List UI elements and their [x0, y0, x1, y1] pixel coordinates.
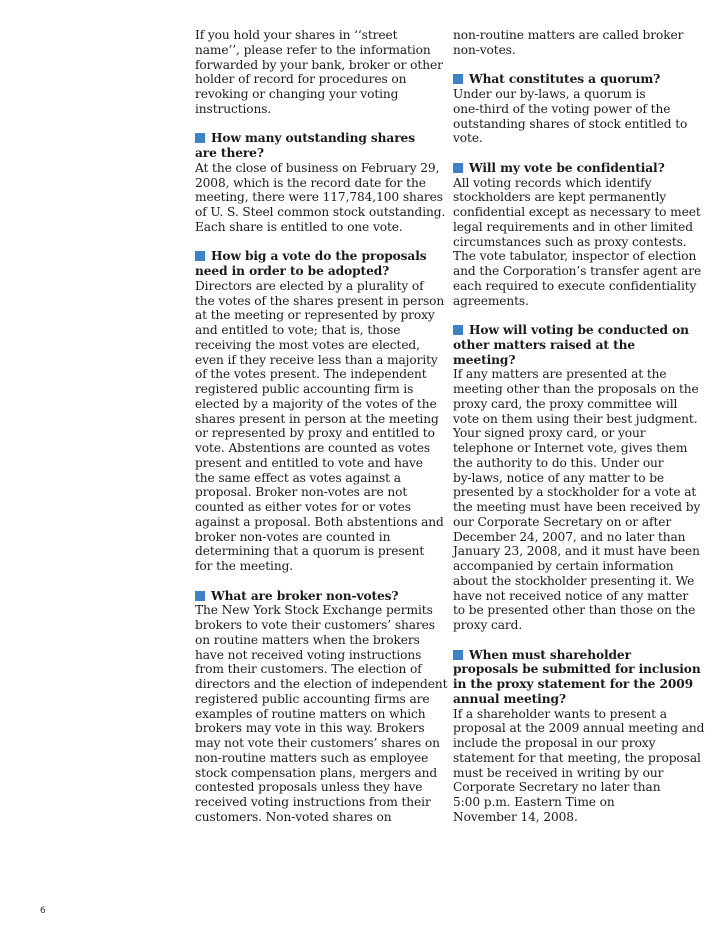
line-text: brokers may vote in this way. Brokers	[195, 721, 425, 736]
line-text: Under our by-laws, a quorum is	[453, 87, 646, 101]
line-text: presented by a stockholder for a vote at	[453, 485, 697, 500]
text-line	[195, 500, 440, 515]
text-line	[195, 426, 440, 441]
line-text: about the stockholder presenting it. We	[453, 573, 695, 588]
line-text: at the meeting or represented by proxy	[195, 308, 435, 323]
text-line	[453, 278, 697, 294]
line-text: or represented by proxy and entitled to	[195, 426, 435, 441]
text-line	[453, 530, 693, 545]
line-text: the meeting must have been received by	[453, 500, 701, 514]
line-text: the authority to do this. Under our	[453, 455, 664, 470]
heading-line	[195, 264, 440, 279]
line-text: Your signed proxy card, or your	[453, 426, 646, 441]
line-text: have not received notice of any matter	[453, 588, 689, 603]
paragraph-gap	[453, 308, 693, 323]
line-text: How will voting be conducted on	[469, 323, 689, 337]
text-line	[453, 618, 693, 633]
line-text: non-votes.	[453, 42, 516, 57]
text-line	[195, 795, 440, 810]
line-text: on routine matters when the brokers	[195, 632, 420, 647]
line-text: determining that a quorum is present	[195, 544, 425, 559]
line-text: for the meeting.	[195, 559, 294, 573]
line-text: If any matters are presented at the	[453, 367, 667, 382]
text-line	[195, 707, 440, 722]
line-text: name’’, please refer to the information	[195, 42, 431, 57]
line-text: meeting?	[453, 352, 516, 367]
line-text: What constitutes a quorum?	[469, 72, 661, 87]
heading-line	[453, 353, 693, 368]
blue-square-bullet-icon	[195, 591, 205, 601]
line-text: even if they receive less than a majority	[195, 352, 438, 367]
line-text: statement for that meeting, the proposal	[453, 750, 701, 765]
text-line	[453, 43, 693, 58]
line-text: December 24, 2007, and no later than	[453, 529, 686, 544]
text-line	[195, 441, 440, 456]
answer-paragraph	[195, 603, 448, 824]
text-line	[453, 367, 693, 382]
text-line	[195, 323, 440, 338]
heading-line	[453, 323, 693, 338]
blue-square-bullet-icon	[453, 325, 463, 335]
heading-line	[453, 662, 701, 677]
blue-square-bullet-icon	[453, 163, 463, 173]
line-text: one-third of the voting power of the	[453, 101, 671, 116]
answer-paragraph	[195, 28, 443, 117]
blue-square-bullet-icon	[453, 650, 463, 660]
text-line	[453, 780, 693, 795]
line-text: the same effect as votes against a	[195, 470, 401, 485]
blue-square-bullet-icon	[195, 251, 205, 261]
text-line	[453, 87, 693, 102]
line-text: meeting other than the proposals on the	[453, 382, 699, 396]
text-line	[195, 102, 440, 117]
line-text: counted as either votes for or votes	[195, 500, 411, 514]
text-line	[453, 249, 697, 264]
text-line	[453, 397, 693, 412]
text-line	[195, 161, 440, 176]
line-text: customers. Non-voted shares on	[195, 809, 392, 824]
answer-paragraph	[195, 160, 446, 235]
line-text: vote on them using their best judgment.	[453, 411, 698, 426]
text-line	[453, 28, 693, 43]
line-text: 5:00 p.m. Eastern Time on	[453, 795, 615, 809]
text-line	[453, 589, 693, 604]
line-text: Will my vote be confidential?	[469, 160, 665, 175]
line-text: revoking or changing your voting	[195, 87, 399, 101]
line-text: proposals be submitted for inclusion	[453, 662, 701, 677]
text-line	[453, 117, 693, 132]
line-text: vote. Abstentions are counted as votes	[195, 441, 431, 455]
text-line	[195, 603, 440, 618]
line-text: At the close of business on February 29,	[195, 160, 440, 175]
left-column	[195, 28, 448, 825]
text-line	[195, 530, 440, 545]
text-line	[453, 176, 693, 191]
line-text: proposal. Broker non-votes are not	[195, 485, 408, 500]
line-text: receiving the most votes are elected,	[195, 337, 420, 352]
text-line	[195, 780, 440, 795]
text-line	[195, 279, 440, 294]
line-text: annual meeting?	[453, 691, 566, 706]
answer-paragraph	[453, 367, 701, 633]
line-text: agreements.	[453, 293, 529, 308]
line-text: broker non-votes are counted in	[195, 529, 391, 544]
text-line	[195, 648, 440, 663]
line-text: How many outstanding shares	[211, 131, 415, 146]
heading-line	[195, 249, 440, 264]
question-heading	[453, 323, 693, 367]
text-line	[195, 456, 440, 471]
text-line	[453, 426, 693, 441]
text-line	[453, 235, 693, 250]
blue-square-bullet-icon	[195, 133, 205, 143]
line-text: outstanding shares of stock entitled to	[453, 116, 688, 131]
line-text: our Corporate Secretary on or after	[453, 514, 672, 529]
line-text: Directors are elected by a plurality of	[195, 278, 424, 293]
text-line	[195, 72, 440, 87]
text-line	[453, 131, 693, 146]
right-column	[453, 28, 705, 825]
line-text: from their customers. The election of	[195, 662, 422, 677]
question-heading	[195, 131, 440, 161]
text-line	[195, 810, 440, 825]
text-line	[195, 662, 440, 677]
line-text: directors and the election of independent	[195, 677, 448, 691]
line-text: are there?	[195, 146, 264, 160]
question-heading	[453, 72, 693, 87]
line-text: If a shareholder wants to present a	[453, 706, 667, 721]
text-line	[195, 677, 448, 692]
text-line	[453, 471, 693, 486]
line-text: holder of record for procedures on	[195, 72, 407, 87]
line-text: proxy card.	[453, 618, 523, 632]
text-line	[195, 736, 440, 751]
text-line	[453, 707, 693, 722]
line-text: instructions.	[195, 101, 272, 116]
text-line	[453, 736, 693, 751]
line-text: registered public accounting firm is	[195, 382, 414, 396]
text-line	[453, 721, 705, 736]
text-line	[195, 692, 440, 707]
line-text: received voting instructions from their	[195, 795, 431, 809]
paragraph-gap	[195, 235, 440, 250]
line-text: Each share is entitled to one vote.	[195, 219, 403, 234]
text-line	[453, 810, 693, 825]
line-text: 2008, which is the record date for the	[195, 175, 426, 190]
paragraph-gap	[195, 117, 440, 132]
text-line	[453, 603, 696, 618]
line-text: each required to execute confidentiality	[453, 278, 697, 293]
text-line	[453, 544, 700, 559]
heading-line	[453, 677, 693, 692]
text-line	[195, 190, 443, 205]
line-text: examples of routine matters on which	[195, 706, 426, 721]
answer-paragraph	[453, 175, 702, 309]
text-line	[195, 353, 440, 368]
line-text: contested proposals unless they have	[195, 780, 423, 795]
text-line	[195, 28, 440, 43]
line-text: have not received voting instructions	[195, 647, 422, 662]
heading-line	[453, 648, 693, 663]
line-text: and entitled to vote; that is, those	[195, 323, 401, 337]
line-text: present and entitled to vote and have	[195, 455, 423, 470]
line-text: brokers to vote their customers’ shares	[195, 618, 435, 632]
text-line	[195, 751, 440, 766]
line-text: All voting records which identify	[453, 175, 652, 190]
text-line	[195, 485, 440, 500]
line-text: elected by a majority of the votes of the	[195, 396, 437, 411]
line-text: of the votes present. The independent	[195, 367, 427, 382]
text-line	[195, 721, 440, 736]
text-line	[195, 397, 440, 412]
text-line	[453, 441, 693, 456]
paragraph-gap	[453, 146, 693, 161]
line-text: When must shareholder	[469, 647, 631, 662]
heading-line	[195, 589, 440, 604]
text-line	[453, 750, 701, 766]
line-text: proposal at the 2009 annual meeting and	[453, 721, 705, 736]
line-text: against a proposal. Both abstentions and	[195, 514, 444, 529]
line-text: proxy card, the proxy committee will	[453, 396, 678, 411]
heading-line	[453, 161, 693, 176]
question-heading	[453, 161, 693, 176]
paragraph-gap	[453, 633, 693, 648]
line-text: meeting, there were 117,784,100 shares	[195, 190, 443, 205]
answer-paragraph	[453, 28, 693, 58]
line-text: November 14, 2008.	[453, 809, 578, 824]
question-heading	[195, 589, 440, 604]
line-text: Corporate Secretary no later than	[453, 780, 661, 795]
text-line	[453, 456, 693, 471]
text-line	[195, 766, 440, 781]
text-line	[453, 264, 702, 279]
text-line	[453, 382, 699, 397]
line-text: and the Corporation’s transfer agent are	[453, 264, 702, 278]
text-line	[195, 633, 440, 648]
text-line	[453, 294, 693, 309]
answer-paragraph	[453, 87, 693, 146]
heading-line	[453, 692, 693, 707]
paragraph-gap	[195, 574, 440, 589]
line-text: to be presented other than those on the	[453, 603, 696, 618]
line-text: non-routine matters are called broker	[453, 28, 684, 42]
line-text: in the proxy statement for the 2009	[453, 677, 693, 691]
text-line	[453, 574, 693, 589]
text-line	[195, 382, 440, 397]
blue-square-bullet-icon	[453, 74, 463, 84]
page-number: 6	[40, 906, 46, 916]
text-line	[195, 220, 440, 235]
line-text: include the proposal in our proxy	[453, 736, 656, 750]
text-line	[453, 220, 693, 235]
text-line	[453, 559, 693, 574]
text-line	[195, 412, 440, 427]
heading-line	[195, 131, 440, 146]
heading-line	[453, 338, 693, 353]
text-line	[195, 338, 440, 353]
text-line	[195, 471, 440, 486]
line-text: by-laws, notice of any matter to be	[453, 470, 665, 485]
line-text: confidential except as necessary to meet	[453, 205, 701, 219]
line-text: need in order to be adopted?	[195, 264, 390, 278]
text-line	[453, 795, 693, 810]
line-text: of U. S. Steel common stock outstanding.	[195, 205, 446, 219]
line-text: If you hold your shares in ‘‘street	[195, 28, 398, 42]
question-heading	[453, 647, 701, 707]
line-text: must be received in writing by our	[453, 765, 664, 780]
line-text: stock compensation plans, mergers and	[195, 765, 438, 780]
line-text: legal requirements and in other limited	[453, 219, 693, 234]
line-text: The New York Stock Exchange permits	[195, 603, 433, 618]
line-text: telephone or Internet vote, gives them	[453, 441, 688, 455]
text-line	[195, 205, 446, 220]
text-line	[195, 293, 445, 309]
text-line	[453, 515, 693, 530]
text-line	[453, 411, 698, 427]
line-text: other matters raised at the	[453, 337, 636, 352]
heading-line	[195, 146, 440, 161]
answer-paragraph	[453, 706, 705, 825]
line-text: may not vote their customers’ shares on	[195, 736, 440, 750]
text-line	[453, 190, 693, 205]
line-text: accompanied by certain information	[453, 559, 674, 573]
text-line	[195, 514, 444, 530]
text-line	[453, 766, 693, 781]
line-text: circumstances such as proxy contests.	[453, 234, 687, 249]
paragraph-gap	[453, 58, 693, 73]
line-text: What are broker non-votes?	[211, 588, 399, 603]
text-line	[195, 308, 440, 323]
line-text: registered public accounting firms are	[195, 691, 430, 706]
heading-line	[453, 72, 693, 87]
line-text: stockholders are kept permanently	[453, 190, 667, 205]
line-text: forwarded by your bank, broker or other	[195, 57, 443, 72]
text-line	[195, 57, 443, 73]
text-line	[195, 176, 440, 191]
text-line	[195, 367, 440, 382]
line-text: the votes of the shares present in person	[195, 293, 445, 308]
text-line	[195, 559, 440, 574]
text-line	[453, 500, 701, 515]
text-line	[453, 102, 693, 117]
text-line	[453, 205, 701, 220]
text-line	[195, 544, 440, 559]
line-text: The vote tabulator, inspector of election	[453, 249, 697, 264]
answer-paragraph	[195, 278, 445, 574]
text-line	[453, 485, 697, 500]
line-text: non-routine matters such as employee	[195, 750, 429, 765]
line-text: How big a vote do the proposals	[211, 249, 427, 264]
text-line	[195, 87, 440, 102]
question-heading	[195, 249, 440, 279]
text-line	[195, 618, 440, 633]
line-text: January 23, 2008, and it must have been	[453, 544, 700, 559]
line-text: vote.	[453, 131, 483, 146]
text-line	[195, 43, 440, 58]
line-text: shares present in person at the meeting	[195, 411, 439, 426]
